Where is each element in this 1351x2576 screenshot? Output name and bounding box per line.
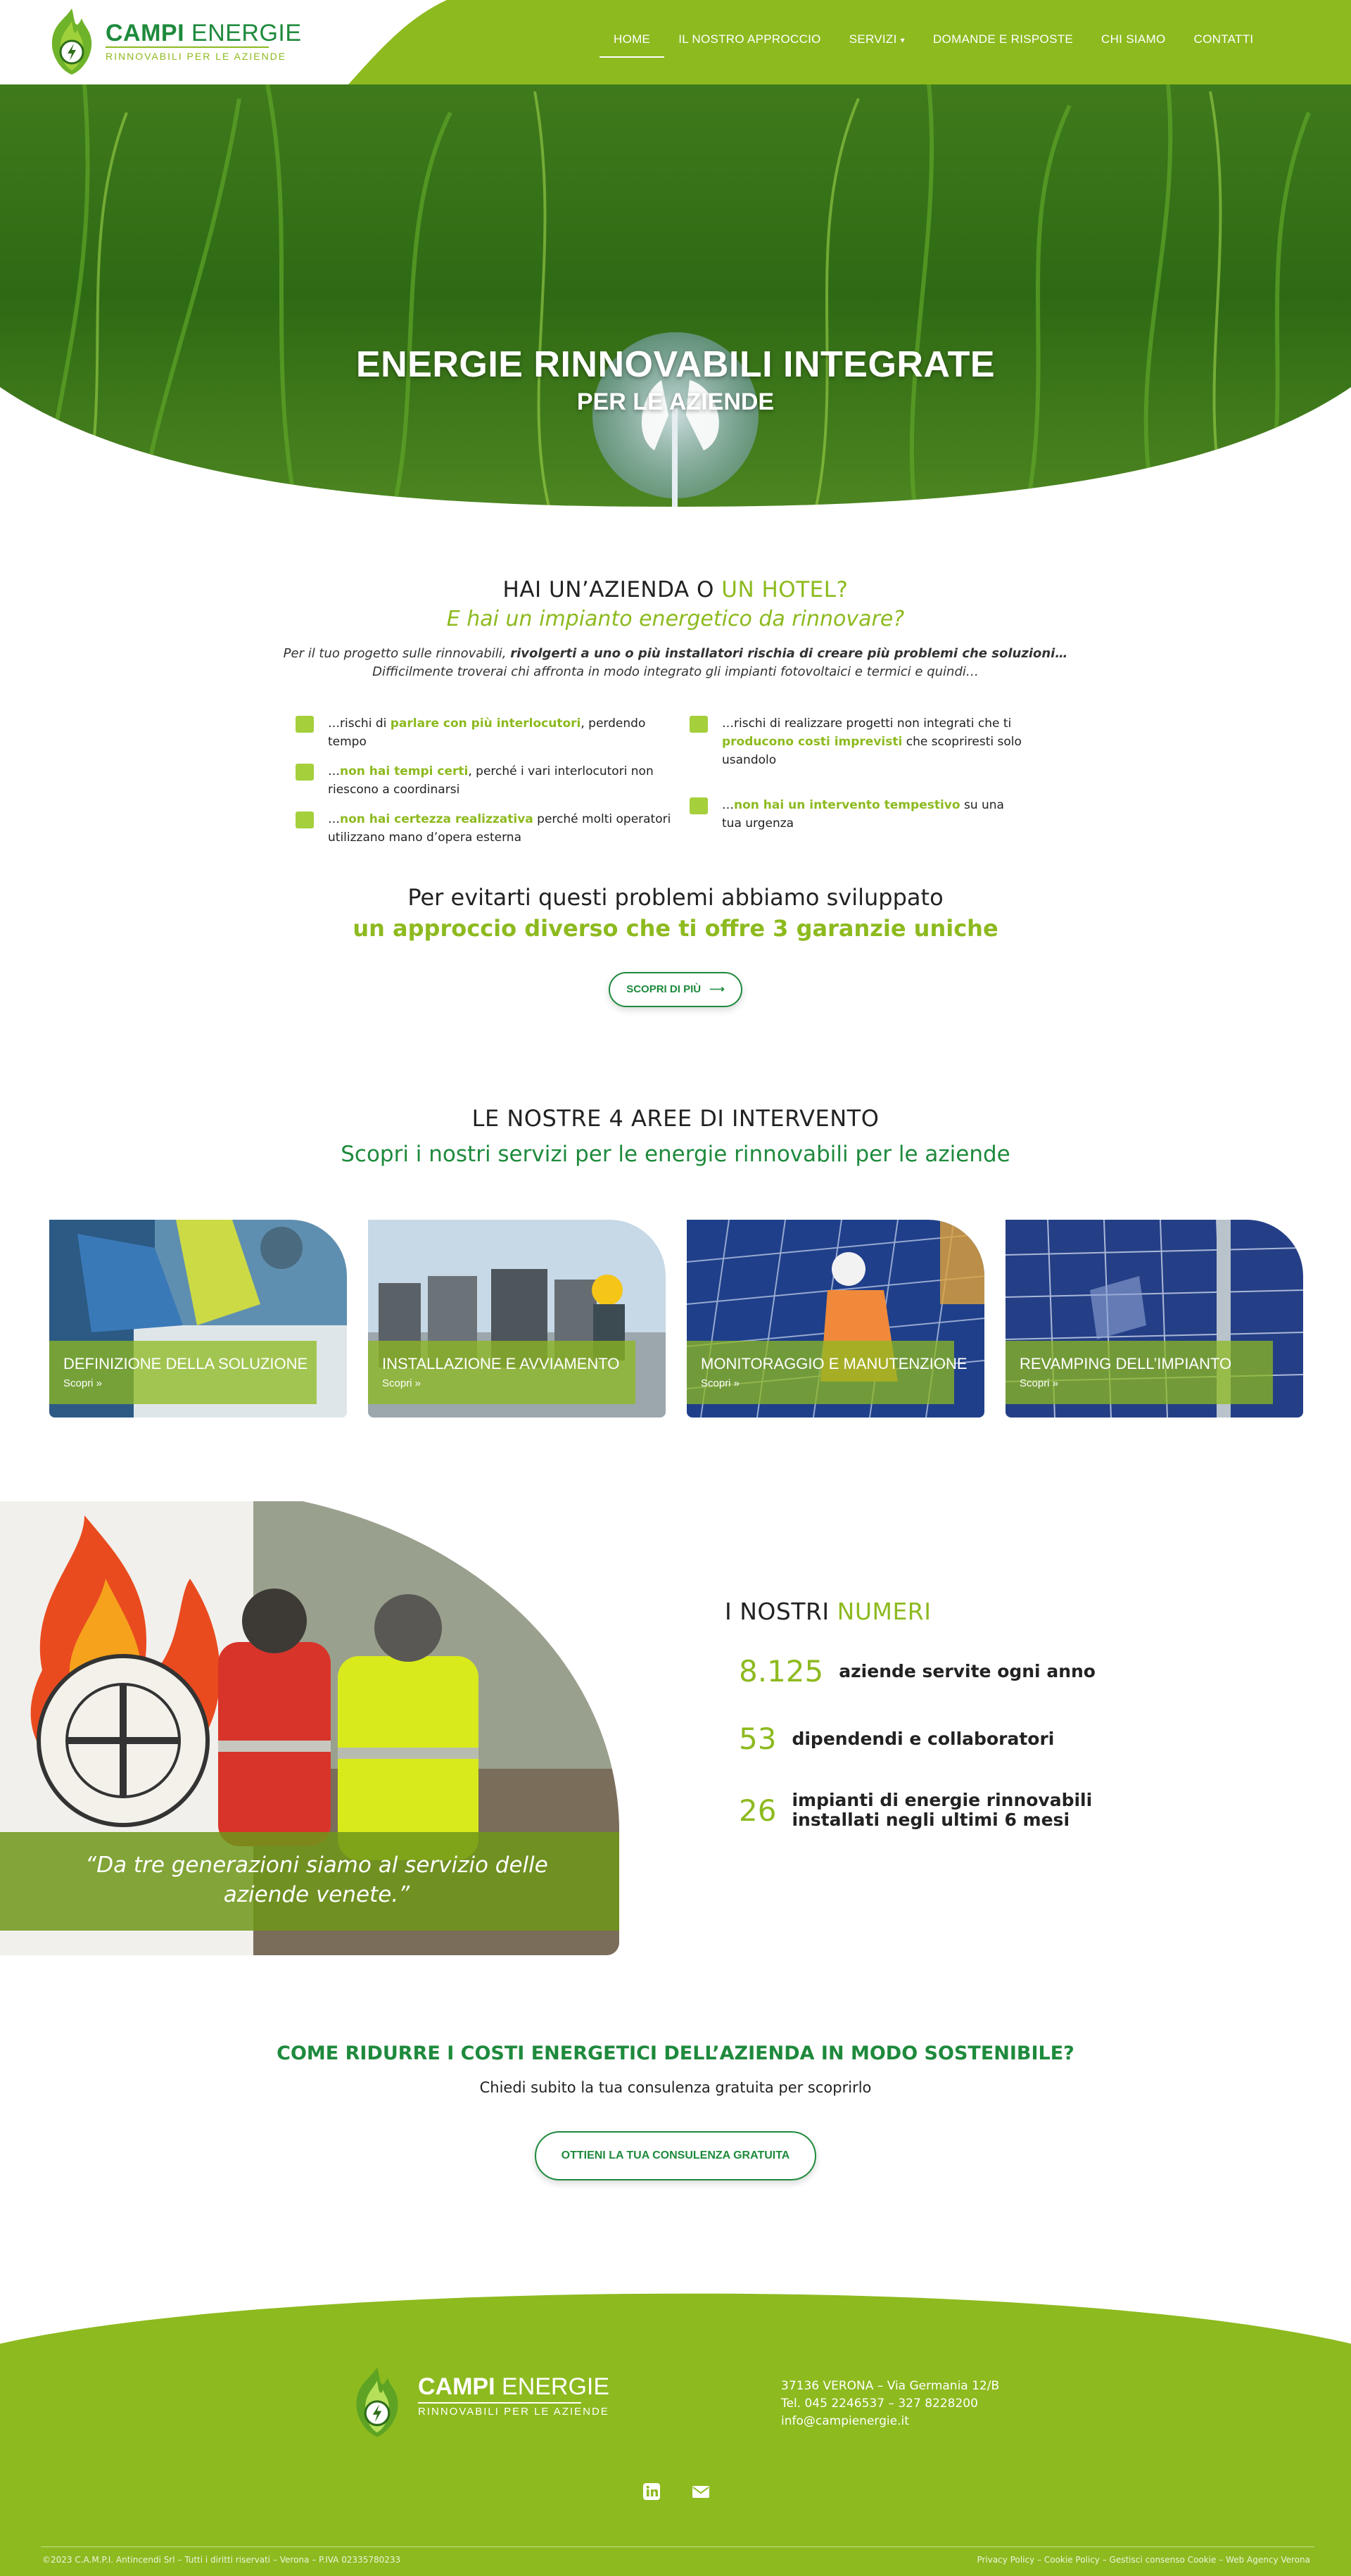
site-footer — [0, 2273, 1351, 2576]
cta-title: COME RIDURRE I COSTI ENERGETICI DELL’AZIENDA IN MODO SOSTENIBILE? — [277, 2043, 1074, 2064]
stat-label — [792, 1791, 1092, 1830]
list-item: …non hai certezza realizzativa perché molti operatori utilizzano mano d’opera esterna — [296, 810, 676, 847]
team-quote-line-1: “Da tre generazioni siamo al servizio delle — [85, 1852, 548, 1878]
site-header — [0, 0, 1351, 84]
cta-text: Chiedi subito la tua consulenza gratuita per scoprirlo — [479, 2079, 872, 2096]
footer-phone[interactable]: Tel. 045 2246537 – 327 8228200 — [781, 2397, 978, 2411]
intro-paragraph-plain: Per il tuo progetto sulle rinnovabili, — [283, 646, 511, 661]
card-link[interactable]: Scopri » — [701, 1377, 740, 1389]
stat-label: dipendendi e collaboratori — [792, 1728, 1055, 1749]
promise-line-2: un approccio diverso che ti offre 3 garanzie uniche — [353, 915, 998, 942]
hero-subtitle: PER LE AZIENDE — [576, 389, 775, 415]
stat-row — [739, 1791, 1092, 1830]
intro-title-plain: HAI UN’AZIENDA O — [502, 577, 722, 602]
intro-paragraph-line2: Difficilmente troverai chi affronta in modo integrato gli impianti fotovoltaici e termici e quindi… — [372, 664, 979, 679]
footer-email[interactable]: info@campienergie.it — [781, 2414, 909, 2428]
intro-title — [0, 577, 1351, 602]
card-title: MONITORAGGIO E MANUTENZIONE — [701, 1355, 968, 1372]
nav-faq[interactable]: DOMANDE E RISPOSTE — [932, 32, 1074, 46]
nav-approccio[interactable]: IL NOSTRO APPROCCIO — [678, 32, 821, 46]
card-title: REVAMPING DELL’IMPIANTO — [1020, 1355, 1232, 1372]
service-card-revamping[interactable] — [1006, 1220, 1303, 1418]
bullet-square-icon — [690, 716, 708, 733]
stat-value: 26 — [739, 1793, 777, 1828]
footer-copyright: ©2023 C.A.M.P.I. Antincendi Srl – Tutti i diritti riservati – Verona – P.IVA 02335780233 — [42, 2555, 401, 2565]
intro-subtitle: E hai un impianto energetico da rinnovare? — [446, 607, 905, 631]
numbers-title-plain: I NOSTRI — [725, 1598, 837, 1625]
nav-servizi-label: SERVIZI — [849, 32, 897, 46]
team-quote — [42, 1850, 591, 1909]
stat-label-line-1: impianti di energie rinnovabili — [792, 1790, 1093, 1810]
logo-name: CAMPI ENERGIE — [106, 20, 302, 46]
team-photo-block — [0, 1501, 619, 1955]
card-title: INSTALLAZIONE E AVVIAMENTO — [382, 1355, 620, 1372]
intro-paragraph-bold: rivolgerti a uno o più installatori rischia di creare più problemi che soluzioni… — [510, 646, 1068, 661]
footer-logo-tagline: RINNOVABILI PER LE AZIENDE — [418, 2406, 609, 2418]
footer-address: 37136 VERONA – Via Germania 12/B — [781, 2379, 1000, 2393]
main-nav — [600, 27, 1267, 58]
footer-logo-name: CAMPI ENERGIE — [418, 2373, 610, 2400]
stat-value: 53 — [739, 1722, 777, 1756]
footer-legal-links[interactable]: Privacy Policy – Cookie Policy – Gestisci consenso Cookie – Web Agency Verona — [977, 2555, 1310, 2565]
flame-bolt-icon — [348, 2363, 407, 2442]
service-card-installazione[interactable] — [368, 1220, 666, 1418]
list-item: …rischi di realizzare progetti non integrati che ti producono costi imprevisti che scopriresti solo usandolo — [690, 714, 1027, 769]
stat-row — [739, 1722, 1054, 1756]
logo-divider — [106, 46, 269, 48]
service-card-monitoraggio[interactable] — [687, 1220, 984, 1418]
flame-bolt-icon — [44, 6, 100, 79]
bullets-left — [296, 714, 676, 858]
numbers-title-highlight: NUMERI — [837, 1598, 932, 1625]
hero-section — [0, 84, 1351, 507]
consulenza-button[interactable]: OTTIENI LA TUA CONSULENZA GRATUITA — [535, 2131, 816, 2180]
nav-servizi[interactable] — [835, 27, 919, 58]
list-item: …rischi di parlare con più interlocutori, perdendo tempo — [296, 714, 676, 751]
intro-title-highlight: UN HOTEL? — [721, 577, 849, 602]
team-quote-line-2: aziende venete.” — [223, 1882, 410, 1907]
bullet-square-icon — [296, 716, 314, 733]
footer-logo-divider — [418, 2402, 581, 2404]
intro-paragraph — [267, 645, 1084, 681]
arrow-right-icon: ⟶ — [709, 983, 725, 995]
nav-chi-siamo[interactable]: CHI SIAMO — [1101, 32, 1166, 46]
hero-background-image — [0, 84, 1351, 507]
chevron-down-icon: ▾ — [900, 35, 905, 45]
areas-title: LE NOSTRE 4 AREE DI INTERVENTO — [471, 1105, 880, 1132]
footer-green-shape — [0, 2273, 1351, 2576]
bullets-right — [690, 714, 1027, 844]
logo[interactable] — [44, 6, 302, 79]
bullet-square-icon — [296, 764, 314, 781]
areas-subtitle: Scopri i nostri servizi per le energie rinnovabili per le aziende — [341, 1142, 1010, 1167]
stat-label: aziende servite ogni anno — [839, 1660, 1096, 1681]
envelope-icon[interactable] — [691, 2482, 711, 2501]
list-item: …non hai tempi certi, perché i vari interlocutori non riescono a coordinarsi — [296, 762, 676, 799]
list-item: …non hai un intervento tempestivo su una tua urgenza — [690, 796, 1027, 833]
card-link[interactable]: Scopri » — [1020, 1377, 1059, 1389]
footer-divider — [41, 2546, 1314, 2547]
stat-row — [739, 1654, 1096, 1688]
service-card-definizione[interactable] — [49, 1220, 347, 1418]
card-link[interactable]: Scopri » — [382, 1377, 421, 1389]
stat-label-line-2: installati negli ultimi 6 mesi — [792, 1810, 1070, 1830]
footer-contacts — [781, 2378, 999, 2430]
scopri-button-label: SCOPRI DI PIÙ — [626, 983, 702, 995]
nav-contatti[interactable]: CONTATTI — [1193, 32, 1254, 46]
stat-value: 8.125 — [739, 1654, 824, 1688]
card-link[interactable]: Scopri » — [63, 1377, 103, 1389]
hero-title: ENERGIE RINNOVABILI INTEGRATE — [355, 344, 996, 385]
logo-tagline: RINNOVABILI PER LE AZIENDE — [106, 51, 287, 62]
numbers-title — [725, 1598, 931, 1625]
promise-line-1: Per evitarti questi problemi abbiamo sviluppato — [407, 884, 944, 911]
nav-home[interactable]: HOME — [600, 27, 664, 58]
bullet-square-icon — [690, 797, 708, 814]
linkedin-icon[interactable] — [642, 2482, 661, 2501]
scopri-button[interactable] — [609, 972, 742, 1007]
footer-logo[interactable] — [348, 2363, 629, 2448]
card-title: DEFINIZIONE DELLA SOLUZIONE — [63, 1355, 308, 1372]
bullet-square-icon — [296, 812, 314, 828]
